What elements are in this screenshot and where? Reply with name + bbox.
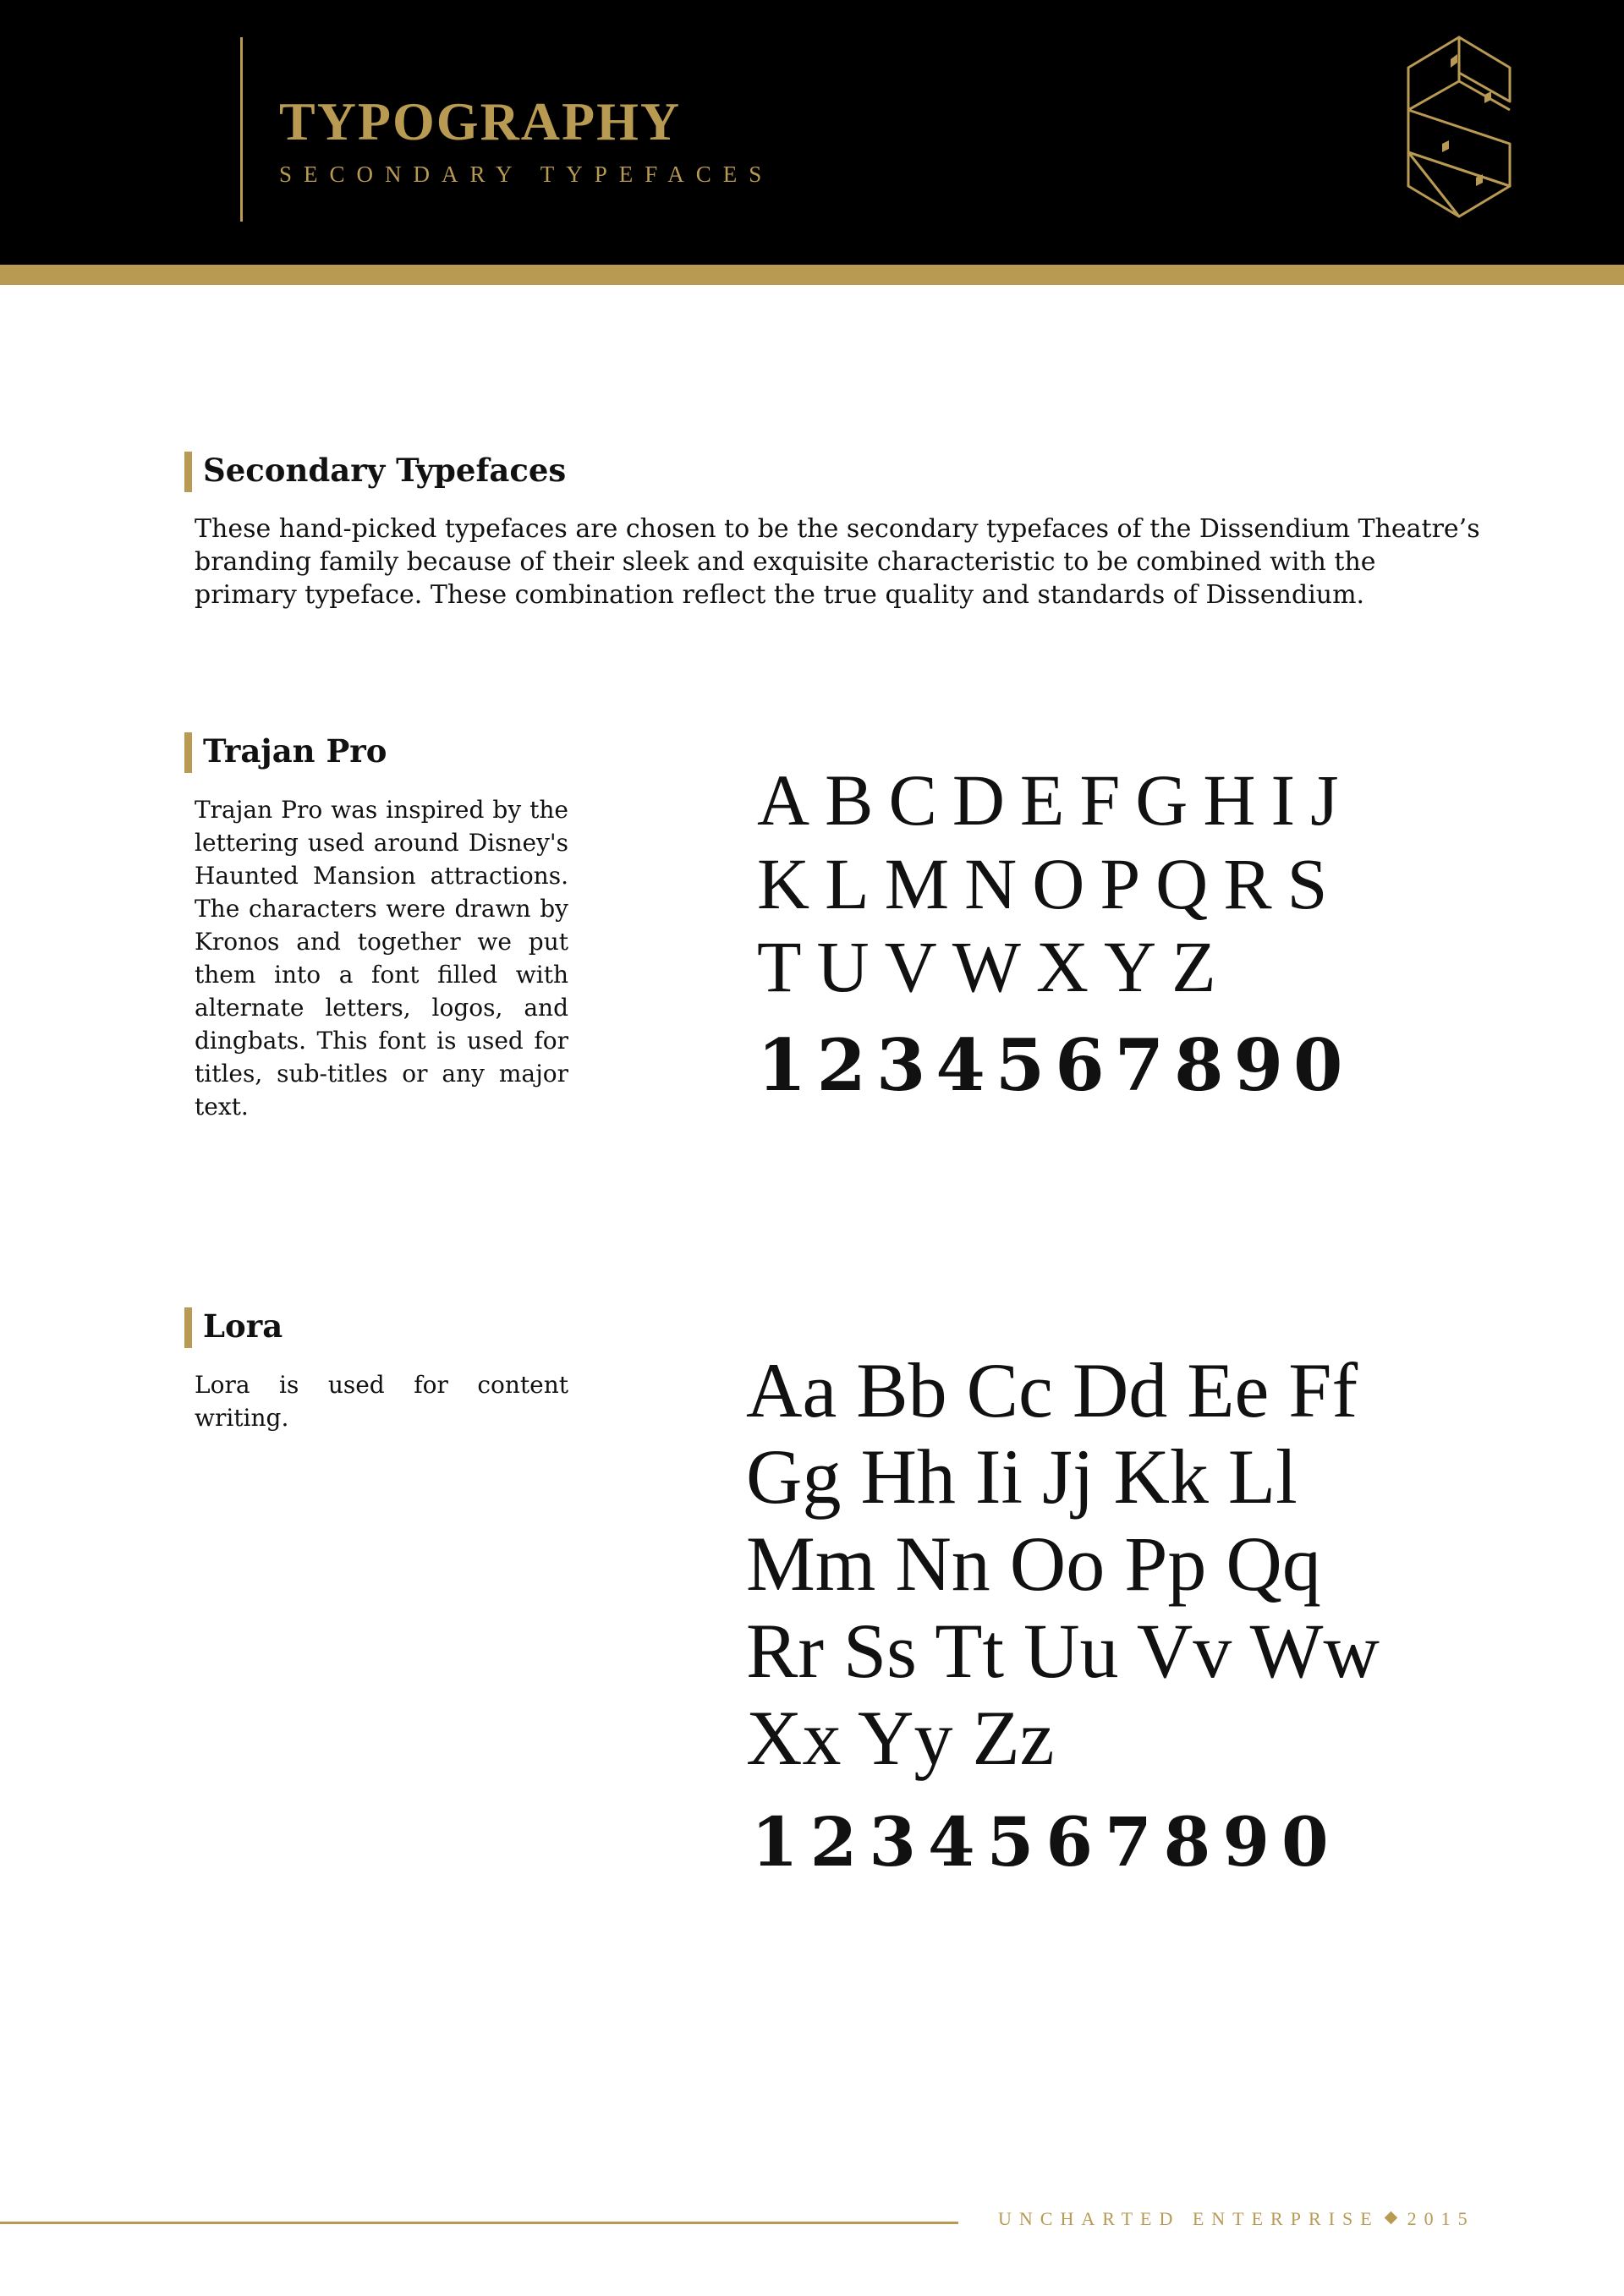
page-title: TYPOGRAPHY: [279, 91, 682, 151]
dissendium-logo-icon: [1400, 34, 1518, 220]
intro-paragraph: These hand-picked typefaces are chosen to be the secondary typefaces of the Dissendium Theatre’s branding family because of their sleek and exquisite characteristic to be combined with the primary typeface. These combination reflect the true quality and standards of Dissendium.: [195, 514, 1480, 610]
lora-specimen-line: Gg Hh Ii Jj Kk Ll: [746, 1433, 1298, 1520]
page-subtitle: SECONDARY TYPEFACES: [279, 162, 774, 187]
footer-company: UNCHARTED ENTERPRISE: [998, 2208, 1380, 2229]
section-heading-secondary-typefaces: Secondary Typefaces: [203, 452, 567, 489]
footer-rule: [0, 2222, 958, 2224]
diamond-icon: [1384, 2211, 1397, 2225]
page-header: [0, 0, 1624, 265]
trajan-specimen-line: ABCDEFGHIJ: [757, 759, 1354, 841]
section-heading-lora: Lora: [203, 1307, 283, 1345]
trajan-specimen-line: KLMNOPQRS: [757, 843, 1343, 924]
trajan-specimen-digits: 1234567890: [757, 1023, 1353, 1107]
trajan-pro-description: Trajan Pro was inspired by the lettering used around Disney's Haunted Mansion attractions. The characters were drawn by Kronos and together we put them into a font filled with alternate letters, logos, and dingbats. This font is used for titles, sub-titles or any major text.: [195, 796, 568, 1121]
header-divider: [240, 37, 243, 222]
section-marker: [184, 1307, 192, 1348]
header-accent-band: [0, 265, 1624, 285]
section-marker: [184, 452, 192, 492]
lora-specimen-digits: 1234567890: [751, 1802, 1341, 1882]
lora-specimen-line: Mm Nn Oo Pp Qq: [746, 1521, 1321, 1607]
section-marker: [184, 732, 192, 773]
lora-specimen-line: Rr Ss Tt Uu Vv Ww: [746, 1608, 1380, 1694]
lora-specimen-line: Xx Yy Zz: [746, 1695, 1055, 1781]
section-heading-trajan-pro: Trajan Pro: [203, 732, 387, 770]
footer-year: 2015: [1407, 2208, 1475, 2229]
lora-specimen-line: Aa Bb Cc Dd Ee Ff: [746, 1347, 1358, 1433]
trajan-specimen-line: TUVWXYZ: [757, 926, 1232, 1007]
lora-description: Lora is used for content writing.: [195, 1371, 568, 1432]
footer-credit: [998, 2210, 1475, 2228]
